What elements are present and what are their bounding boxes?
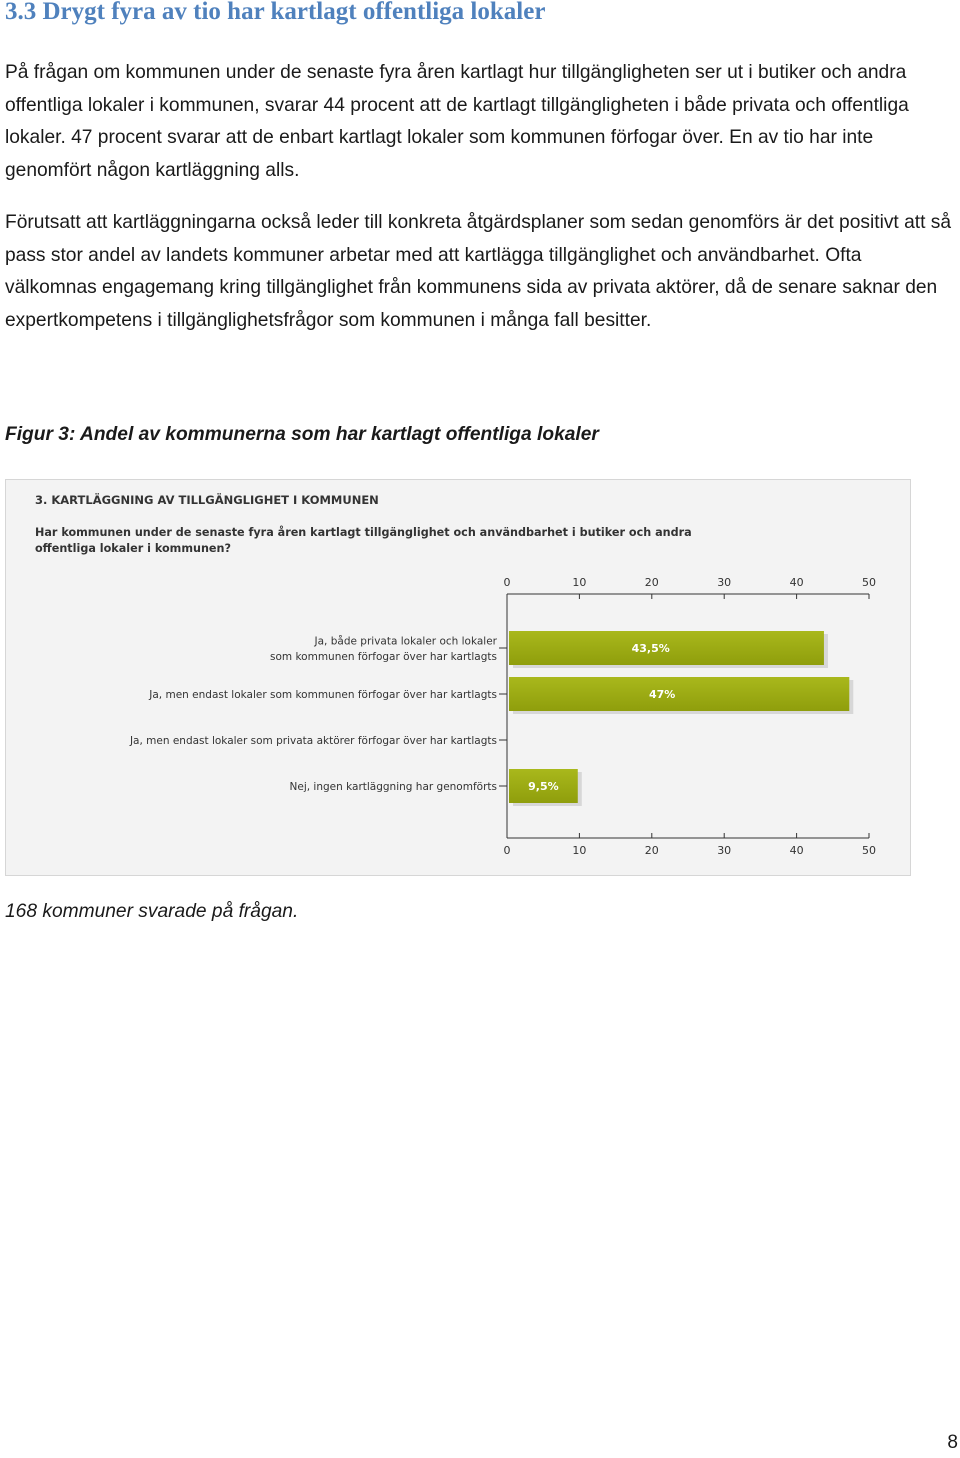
- chart-container: [5, 479, 911, 876]
- x-tick-label-bottom: 10: [572, 844, 587, 857]
- section-heading: 3.3 Drygt fyra av tio har kartlagt offentliga lokaler: [5, 0, 546, 25]
- x-tick-label-top: 20: [644, 576, 659, 589]
- category-label: Ja, både privata lokaler och lokaler: [314, 635, 497, 648]
- category-label: Ja, men endast lokaler som privata aktörer förfogar över har kartlagts: [129, 735, 497, 747]
- bar: [509, 677, 849, 711]
- x-tick-label-bottom: 40: [789, 844, 804, 857]
- paragraph-2: Förutsatt att kartläggningarna också leder till konkreta åtgärdsplaner som sedan genomförs är det positivt att så pass stor andel av landets kommuner arbetar med att kartlägga tillgänglighet och användbarhet. Ofta välkomnas engagemang kring tillgänglighet från kommunens sida av privata aktörer, då de senare saknar den expertkompetens i tillgänglighetsfrågor som kommunen i många fall besitter.: [5, 212, 952, 332]
- x-tick-label-bottom: 50: [862, 844, 876, 857]
- chart-subtitle-line-1: Har kommunen under de senaste fyra åren kartlagt tillgänglighet och användbarhet i butiker och andra: [35, 526, 692, 539]
- chart-subtitle-line-2: offentliga lokaler i kommunen?: [35, 542, 231, 555]
- page-number: 8: [947, 1432, 958, 1453]
- bar-value-label: 43,5%: [631, 642, 670, 655]
- x-tick-label-top: 0: [503, 576, 511, 589]
- chart-title: 3. KARTLÄGGNING AV TILLGÄNGLIGHET I KOMMUNEN: [35, 493, 379, 507]
- x-tick-label-bottom: 0: [503, 844, 511, 857]
- bar-value-label: 9,5%: [528, 780, 559, 793]
- category-label: som kommunen förfogar över har kartlagts: [270, 650, 497, 663]
- x-tick-label-top: 50: [862, 576, 876, 589]
- x-tick-label-top: 40: [789, 576, 804, 589]
- figure-note: 168 kommuner svarade på frågan.: [5, 901, 299, 922]
- figure-caption: Figur 3: Andel av kommunerna som har kartlagt offentliga lokaler: [5, 424, 599, 445]
- category-label: Nej, ingen kartläggning har genomförts: [289, 781, 497, 793]
- bar-value-label: 47%: [648, 688, 676, 701]
- x-tick-label-bottom: 20: [644, 844, 659, 857]
- category-label: Ja, men endast lokaler som kommunen förfogar över har kartlagts: [149, 689, 497, 701]
- x-tick-label-top: 10: [572, 576, 587, 589]
- paragraph-1: På frågan om kommunen under de senaste fyra åren kartlagt hur tillgängligheten ser ut i butiker och andra offentliga lokaler i kommunen, svarar 44 procent att de kartlagt tillgängligheten i både privata och offentliga lokaler. 47 procent svarar att de enbart kartlagt lokaler som kommunen förfogar över. En av tio har inte genomfört någon kartläggning alls.: [5, 62, 909, 182]
- x-tick-label-top: 30: [717, 576, 732, 589]
- x-tick-label-bottom: 30: [717, 844, 732, 857]
- bar-chart: [6, 480, 912, 877]
